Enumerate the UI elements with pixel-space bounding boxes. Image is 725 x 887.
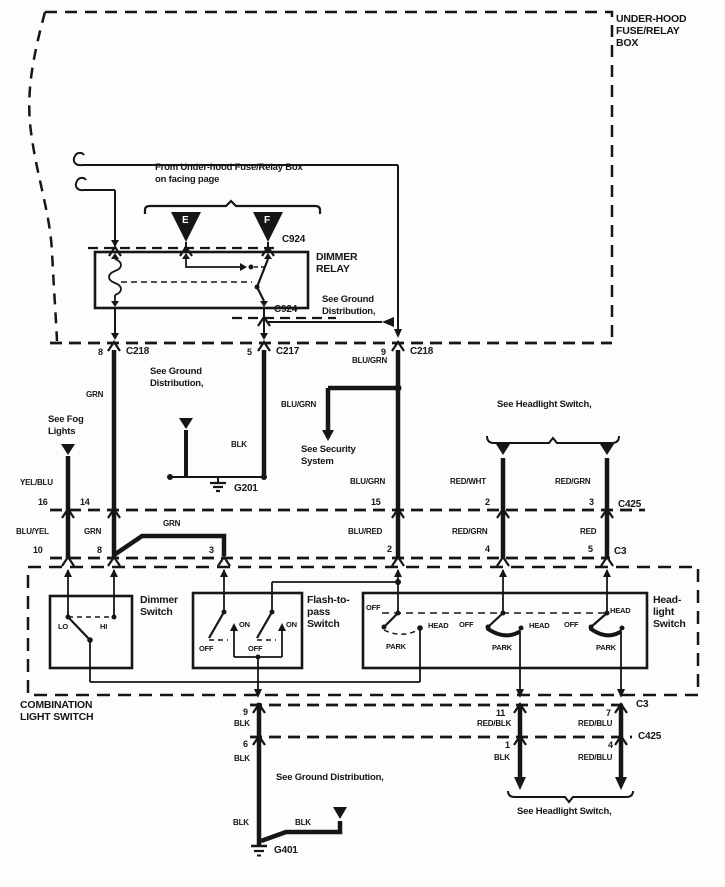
ground-g401-label: G401 [274, 845, 298, 856]
wire-label-red-wht: RED/WHT [450, 477, 486, 486]
wire-label-grn-diag: GRN [163, 519, 181, 528]
wire-hook-icon [76, 178, 86, 190]
wire-hook-icon [74, 153, 84, 165]
arrow-icon [514, 777, 526, 790]
ground-note-bottom: See Ground Distribution, [276, 772, 384, 783]
arrow-icon [322, 430, 334, 441]
security-note: See Security System [301, 444, 356, 467]
switch-pos-park: PARK [596, 643, 616, 652]
pin-number: 3 [589, 497, 594, 507]
relay-coil-icon [109, 259, 121, 303]
wire-label-blk: BLK [494, 753, 510, 762]
connector-c218-left: C218 [126, 346, 150, 357]
wire-label-red: RED [580, 527, 597, 536]
wire-label-grn: GRN [84, 527, 102, 536]
wire-label-grn: GRN [86, 390, 104, 399]
pin-number: 7 [606, 708, 611, 718]
triangle-connector-icon [600, 444, 614, 455]
fuse-box-outline [29, 12, 612, 341]
pin-number: 9 [381, 347, 386, 357]
connector-f-label: F [264, 215, 270, 226]
connector-c218-right: C218 [410, 346, 434, 357]
switch-pos-head: HEAD [529, 621, 550, 630]
headlight-note-bottom: See Headlight Switch, [517, 806, 612, 817]
ground-note-mid: See Ground Distribution, [150, 366, 204, 389]
pin-number: 9 [243, 707, 248, 717]
switch-arm-icon [488, 629, 519, 635]
pin-number: 1 [505, 740, 510, 750]
fuse-box-title: UNDER-HOOD FUSE/RELAY BOX [616, 13, 687, 49]
headlight-note-top: See Headlight Switch, [497, 399, 592, 410]
facing-page-note: From Under-hood Fuse/Relay Box on facing page [155, 162, 303, 185]
wire-label-red-blu: RED/BLU [578, 753, 613, 762]
headlight-switch-box [363, 593, 647, 668]
switch-pos-head: HEAD [428, 621, 449, 630]
pin-number: 4 [485, 544, 490, 554]
wire-label-blk: BLK [231, 440, 247, 449]
wire-label-blk: BLK [234, 754, 250, 763]
pin-number: 14 [80, 497, 90, 507]
connector-c3: C3 [614, 546, 627, 557]
connector-c924-bottom: C924 [274, 304, 298, 315]
pin-number: 15 [371, 497, 381, 507]
connector-c425: C425 [618, 499, 642, 510]
pin-number: 16 [38, 497, 48, 507]
pin-number: 10 [33, 545, 43, 555]
arrow-icon [382, 317, 394, 327]
wire-label-blu-red: BLU/RED [348, 527, 383, 536]
dimmer-relay-label: DIMMER RELAY [316, 251, 358, 275]
pin-number: 4 [608, 740, 613, 750]
wire-label-blu-grn: BLU/GRN [350, 477, 386, 486]
triangle-connector-icon [333, 807, 347, 819]
switch-pos-on: ON [239, 620, 250, 629]
pin-number: 5 [247, 347, 252, 357]
dimmer-relay-internals [109, 253, 272, 307]
wire-label-blk: BLK [233, 818, 249, 827]
relay-switch-arm-icon [257, 259, 268, 301]
wire-label-red-blu: RED/BLU [578, 719, 613, 728]
combination-switch-label: COMBINATION LIGHT SWITCH [20, 699, 94, 723]
switch-pos-off: OFF [459, 620, 474, 629]
switch-pos-off: OFF [248, 644, 263, 653]
wire-label-blk: BLK [295, 818, 311, 827]
switch-pos-hi: HI [100, 622, 108, 631]
wire-label-blu-grn: BLU/GRN [281, 400, 317, 409]
switch-pos-off: OFF [564, 620, 579, 629]
pin-number: 2 [387, 544, 392, 554]
brace-icon [487, 436, 619, 443]
wire-label-blu-grn: BLU/GRN [352, 356, 388, 365]
triangle-connector-icon [61, 444, 75, 455]
dimmer-arm-icon [68, 617, 90, 640]
switch-pos-head: HEAD [610, 606, 631, 615]
flash-to-pass-label: Flash-to- pass Switch [307, 594, 350, 630]
wire-label-blu-yel: BLU/YEL [16, 527, 49, 536]
triangle-connector-icon [179, 418, 193, 429]
triangle-connector-icon [496, 444, 510, 455]
connector-c3-bottom: C3 [636, 699, 649, 710]
arrow-icon [615, 777, 627, 790]
switch-arm-icon [591, 629, 620, 635]
switch-pos-off: OFF [199, 644, 214, 653]
wire-label-blk: BLK [234, 719, 250, 728]
brace-icon [508, 791, 633, 802]
pin-number: 8 [97, 545, 102, 555]
wire-label-red-blk: RED/BLK [477, 719, 512, 728]
headlight-switch-label: Head- light Switch [653, 594, 686, 630]
fog-lights-note: See Fog Lights [48, 414, 84, 437]
connector-c425-bottom: C425 [638, 731, 662, 742]
connector-e-label: E [182, 215, 189, 226]
pin-number: 6 [243, 739, 248, 749]
wire-label-yel-blu: YEL/BLU [20, 478, 53, 487]
switch-pos-park: PARK [386, 642, 406, 651]
switch-pos-on: ON [286, 620, 297, 629]
dimmer-switch-label: Dimmer Switch [140, 594, 178, 618]
pin-number: 8 [98, 347, 103, 357]
pin-number: 2 [485, 497, 490, 507]
connector-c217: C217 [276, 346, 300, 357]
combo-internals [64, 569, 625, 698]
wire-label-red-grn: RED/GRN [555, 477, 591, 486]
switch-pos-lo: LO [58, 622, 69, 631]
connector-c924-top: C924 [282, 234, 306, 245]
switch-pos-off: OFF [366, 603, 381, 612]
pin-number: 3 [209, 545, 214, 555]
pin-number: 5 [588, 544, 593, 554]
ground-note-relay: See Ground Distribution, [322, 294, 376, 317]
switch-pos-park: PARK [492, 643, 512, 652]
wire-label-red-grn: RED/GRN [452, 527, 488, 536]
pin-number: 11 [496, 708, 506, 718]
dimmer-relay-box [95, 252, 308, 308]
dimmer-switch-box [50, 596, 132, 668]
ground-g201-label: G201 [234, 483, 258, 494]
